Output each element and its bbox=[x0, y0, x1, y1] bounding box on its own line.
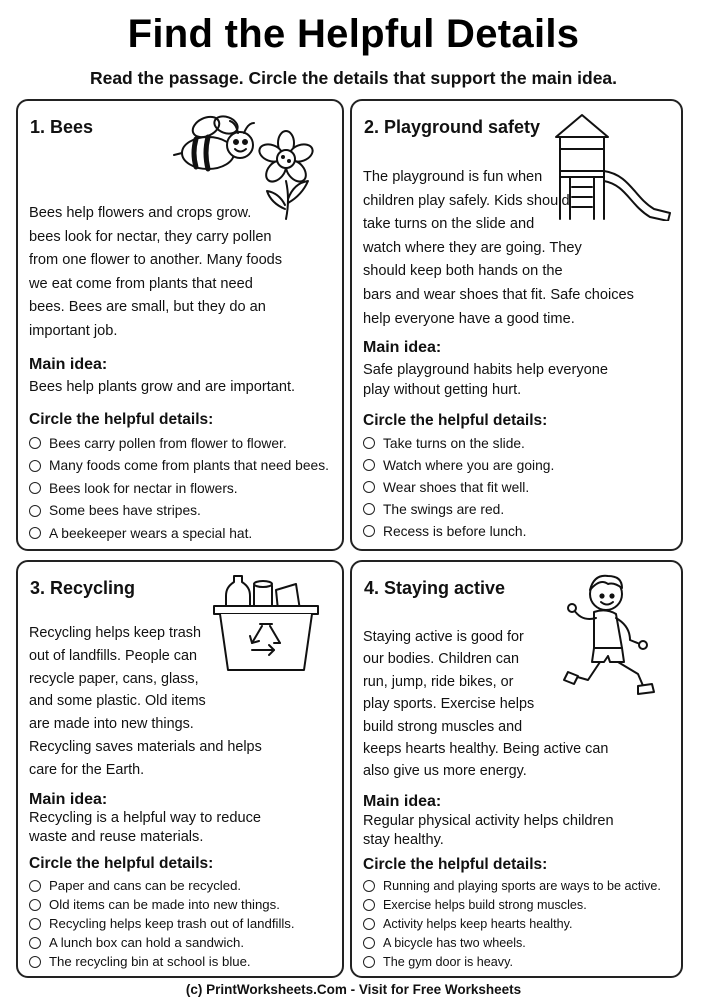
main-idea-text bbox=[363, 360, 608, 400]
passage-line: are made into new things. bbox=[29, 716, 194, 733]
passage-line: bees look for nectar, they carry pollen bbox=[29, 228, 272, 245]
page-title: Find the Helpful Details bbox=[127, 12, 580, 56]
option-text: Paper and cans can be recycled. bbox=[49, 878, 242, 893]
passage-line: play sports. Exercise helps bbox=[363, 696, 535, 713]
option-text: Activity helps keep hearts healthy. bbox=[383, 916, 573, 931]
option-circle-icon[interactable] bbox=[363, 481, 375, 493]
passage-line: our bodies. Children can bbox=[363, 651, 519, 668]
page-footer: (c) PrintWorksheets.Com - Visit for Free Worksheets bbox=[185, 982, 522, 997]
option-circle-icon[interactable] bbox=[29, 505, 41, 517]
passage-line: bars and wear shoes that fit. Safe choices bbox=[363, 286, 634, 303]
main-idea-line: waste and reuse materials. bbox=[29, 829, 204, 845]
option-circle-icon[interactable] bbox=[363, 918, 375, 930]
option-circle-icon[interactable] bbox=[29, 899, 41, 911]
detail-option[interactable] bbox=[29, 933, 295, 952]
option-circle-icon[interactable] bbox=[363, 503, 375, 515]
option-circle-icon[interactable] bbox=[363, 899, 375, 911]
passage-line: we eat come from plants that need bbox=[29, 275, 253, 292]
detail-option[interactable] bbox=[363, 520, 554, 542]
passage-card-bees bbox=[16, 99, 344, 551]
detail-option[interactable] bbox=[363, 952, 661, 971]
detail-options bbox=[363, 876, 661, 971]
passage-card-recycling bbox=[16, 560, 344, 978]
passage-line: Recycling saves materials and helps bbox=[29, 738, 262, 755]
option-text: The swings are red. bbox=[383, 501, 505, 517]
detail-option[interactable] bbox=[29, 952, 295, 971]
option-text: Recycling helps keep trash out of landfills. bbox=[49, 916, 295, 931]
detail-option[interactable] bbox=[29, 477, 329, 500]
option-text: Exercise helps build strong muscles. bbox=[383, 897, 587, 912]
passage-line: and some plastic. Old items bbox=[29, 693, 206, 710]
main-idea-label: Main idea: bbox=[363, 339, 442, 356]
option-text: Some bees have stripes. bbox=[49, 503, 201, 519]
option-circle-icon[interactable] bbox=[29, 482, 41, 494]
passage-line: Bees help flowers and crops grow. bbox=[29, 205, 252, 221]
option-text: A bicycle has two wheels. bbox=[383, 935, 526, 950]
detail-option[interactable] bbox=[29, 895, 295, 914]
main-idea-line: play without getting hurt. bbox=[363, 382, 522, 398]
main-idea-line: stay healthy. bbox=[363, 832, 444, 848]
main-idea-text bbox=[29, 809, 261, 847]
passage-text bbox=[29, 622, 262, 782]
main-idea-label: Main idea: bbox=[29, 791, 108, 808]
passage-line: watch where they are going. They bbox=[363, 239, 582, 256]
option-circle-icon[interactable] bbox=[29, 460, 41, 472]
detail-option[interactable] bbox=[363, 454, 554, 476]
passage-line: build strong muscles and bbox=[363, 718, 523, 735]
card-title: 4. Staying active bbox=[364, 578, 506, 598]
main-idea-text bbox=[29, 377, 295, 397]
passage-line: recycle paper, cans, glass, bbox=[29, 670, 199, 687]
passage-line: from one flower to another. Many foods bbox=[29, 252, 283, 269]
details-label: Circle the helpful details: bbox=[29, 855, 214, 872]
passage-text bbox=[363, 626, 608, 783]
page-instructions: Read the passage. Circle the details that support the main idea. bbox=[89, 68, 618, 88]
option-circle-icon[interactable] bbox=[29, 956, 41, 968]
passage-text bbox=[363, 166, 634, 331]
main-idea-line: Regular physical activity helps children bbox=[363, 813, 614, 829]
main-idea-line: Bees help plants grow and are important. bbox=[29, 379, 296, 395]
main-idea-line: Safe playground habits help everyone bbox=[363, 362, 609, 378]
option-circle-icon[interactable] bbox=[363, 880, 375, 892]
main-idea-label: Main idea: bbox=[363, 793, 442, 810]
detail-option[interactable] bbox=[29, 876, 295, 895]
option-circle-icon[interactable] bbox=[363, 956, 375, 968]
detail-option[interactable] bbox=[29, 455, 329, 478]
option-circle-icon[interactable] bbox=[363, 459, 375, 471]
option-circle-icon[interactable] bbox=[29, 937, 41, 949]
detail-option[interactable] bbox=[29, 522, 329, 545]
option-circle-icon[interactable] bbox=[29, 527, 41, 539]
option-text: The recycling bin at school is blue. bbox=[49, 954, 251, 969]
detail-option[interactable] bbox=[363, 914, 661, 933]
passage-card-playground-safety bbox=[350, 99, 683, 551]
passage-line: take turns on the slide and bbox=[363, 216, 535, 233]
option-text: Recess is before lunch. bbox=[383, 523, 527, 539]
detail-options bbox=[29, 432, 329, 545]
detail-option[interactable] bbox=[29, 914, 295, 933]
main-idea-text bbox=[363, 812, 614, 850]
passage-line: bees. Bees are small, but they do an bbox=[29, 299, 266, 316]
passage-line: run, jump, ride bikes, or bbox=[363, 673, 514, 690]
details-label: Circle the helpful details: bbox=[363, 412, 548, 429]
detail-option[interactable] bbox=[363, 476, 554, 498]
option-text: Bees look for nectar in flowers. bbox=[49, 480, 238, 496]
passage-line: Staying active is good for bbox=[363, 629, 524, 645]
card-title: 3. Recycling bbox=[30, 578, 136, 598]
detail-option[interactable] bbox=[29, 500, 329, 523]
details-label: Circle the helpful details: bbox=[29, 411, 214, 428]
option-text: Bees carry pollen from flower to flower. bbox=[49, 435, 287, 451]
passage-line: keeps hearts healthy. Being active can bbox=[363, 741, 609, 758]
detail-option[interactable] bbox=[363, 498, 554, 520]
passage-line: out of landfills. People can bbox=[29, 647, 198, 664]
passage-line: children play safely. Kids should bbox=[363, 192, 570, 209]
details-label: Circle the helpful details: bbox=[363, 856, 548, 873]
detail-option[interactable] bbox=[363, 933, 661, 952]
detail-options bbox=[363, 432, 554, 542]
option-text: Take turns on the slide. bbox=[383, 435, 525, 451]
option-text: Old items can be made into new things. bbox=[49, 897, 280, 912]
option-circle-icon[interactable] bbox=[363, 437, 375, 449]
passage-line: should keep both hands on the bbox=[363, 263, 563, 280]
option-circle-icon[interactable] bbox=[29, 880, 41, 892]
detail-option[interactable] bbox=[363, 432, 554, 454]
passage-line: The playground is fun when bbox=[363, 169, 543, 185]
option-text: Running and playing sports are ways to be active. bbox=[383, 878, 661, 893]
option-text: A beekeeper wears a special hat. bbox=[49, 525, 253, 541]
option-circle-icon[interactable] bbox=[29, 437, 41, 449]
passage-card-staying-active bbox=[350, 560, 683, 978]
option-text: The gym door is heavy. bbox=[383, 954, 513, 969]
passage-line: help everyone have a good time. bbox=[363, 310, 575, 327]
option-circle-icon[interactable] bbox=[363, 937, 375, 949]
detail-option[interactable] bbox=[363, 895, 661, 914]
passage-text bbox=[29, 202, 282, 344]
main-idea-label: Main idea: bbox=[29, 356, 108, 373]
detail-options bbox=[29, 876, 295, 971]
option-text: A lunch box can hold a sandwich. bbox=[49, 935, 245, 950]
passage-line: care for the Earth. bbox=[29, 761, 145, 778]
option-text: Watch where you are going. bbox=[383, 457, 555, 473]
passage-line: important job. bbox=[29, 322, 118, 339]
passage-line: Recycling helps keep trash bbox=[29, 625, 201, 641]
option-circle-icon[interactable] bbox=[29, 918, 41, 930]
option-text: Many foods come from plants that need bees. bbox=[49, 458, 329, 474]
card-title: 2. Playground safety bbox=[364, 117, 541, 137]
main-idea-line: Recycling is a helpful way to reduce bbox=[29, 810, 261, 826]
passage-line: also give us more energy. bbox=[363, 763, 527, 780]
card-title: 1. Bees bbox=[30, 117, 94, 137]
detail-option[interactable] bbox=[363, 876, 661, 895]
option-text: Wear shoes that fit well. bbox=[383, 479, 530, 495]
option-circle-icon[interactable] bbox=[363, 525, 375, 537]
detail-option[interactable] bbox=[29, 432, 329, 455]
